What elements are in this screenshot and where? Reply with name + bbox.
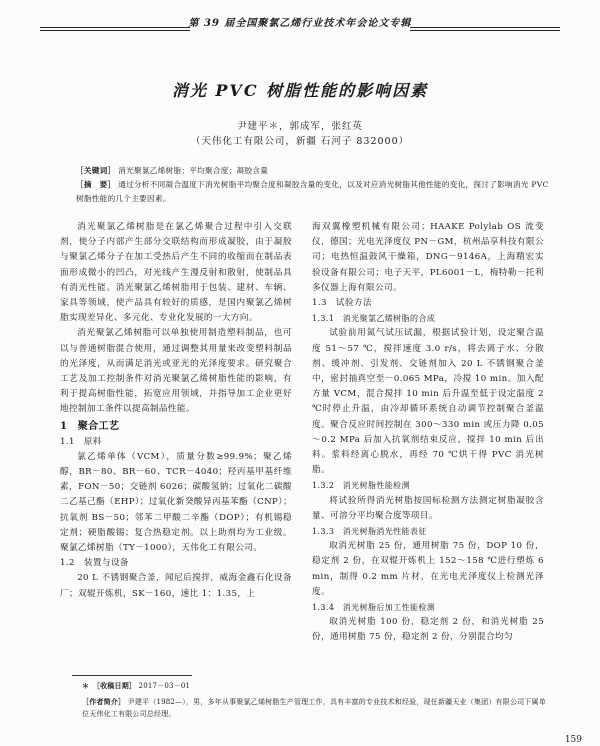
raw-materials-paragraph: 氯乙烯单体（VCM），质量分数≥99.9%；聚乙烯醇，BR－80、BR－60、TCR－4040；羟丙基甲基纤维素，FON－50；交链剂 6026；碳酸氢钠；过氧化二碳酸二乙基己酯（EHP）；过氧化新癸酸异丙基苯酯（CNP）；抗氧剂 BS－50；邻苯二甲酸二辛酯（DOP）；有机锡稳定剂；硬脂酸锡；复合热稳定剂。以上助剂均为工业级。聚氯乙烯树脂（TY－1000），天伟化工有限公司。 xyxy=(60,451,292,554)
synthesis-paragraph: 试验前用氮气试压试漏，根据试验计划，设定聚合温度 51～57 ℃，搅拌速度 3.0 r/s，将去离子水、分散剂、缓冲剂、引发剂、交链剂加入 20 L 不锈钢聚合釜中，密封抽真空至－0.065 MPa，冷搅 10 min。加入配方量 VCM，混合搅拌 10 min 后升温至低于设定温度 2 ℃时停止升温，由冷却循环系统自动调节控制聚合釜温度。聚合反应时间控制在 300～330 min 或压力降 0.05～0.2 MPa 后加入抗氧剂结束反应，搅拌 10 min 后出料。浆料经离心脱水，再经 70 ℃烘干得 PVC 消光树脂。 xyxy=(312,328,544,476)
abstract-block xyxy=(76,178,556,206)
header-rule-left-thin xyxy=(40,30,190,31)
header-rule-left xyxy=(40,27,190,28)
header-rule-right xyxy=(410,27,560,28)
received-label: ＊ ［收稿日期］ xyxy=(82,681,137,690)
processing-paragraph: 取消光树脂 100 份，稳定剂 2 份，和消光树脂 25 份，通用树脂 75 份，稳定剂 2 份，分别混合均匀 xyxy=(312,617,544,643)
section-heading-1-3-2: 1.3.2 消光树脂性能检测 xyxy=(312,481,410,491)
received-date: 2017－03－01 xyxy=(138,682,191,690)
bio-text: 尹建平（1982—），男，多年从事聚氯乙烯树脂生产管理工作，具有丰富的专业技术和经验，现任新疆天业（集团）有限公司下属单位天伟化工有限公司总经理。 xyxy=(82,698,546,718)
section-heading-1: 1 聚合工艺 xyxy=(60,420,120,432)
matting-paragraph: 取消光树脂 25 份，通用树脂 75 份，DOP 10 份，稳定剂 2 份，在双辊开炼机上 152～158 ℃进行塑炼 6 min，制得 0.2 mm 片材，在光电光泽度仪上检测光泽度。 xyxy=(312,541,544,597)
bio-label: ［作者简介］ xyxy=(82,697,126,706)
section-heading-1-2: 1.2 装置与设备 xyxy=(60,558,129,569)
equipment-paragraph-cont: 海双翼橡塑机械有限公司；HAAKE Polylab OS 流变仪，德国；光电光泽度仪 PN－GM，杭州品享科技有限公司；电热恒温鼓风干燥箱，DNG－9146A，上海精宏实验设备有限公司；电子天平，PL6001－L，梅特勒－托利多仪器上海有限公司。 xyxy=(312,222,544,293)
equipment-paragraph-start: 20 L 不锈钢聚合釜，闻尼后搅拌，威海金鑫石化设备厂；双辊开炼机，SK－160，速比 1：1.35，上 xyxy=(60,573,292,599)
section-heading-1-3-3: 1.3.3 消光树脂消光性能表征 xyxy=(312,527,427,537)
section-heading-1-3-4: 1.3.4 消光树脂后加工性能检测 xyxy=(312,603,436,613)
header-rule-right-thin xyxy=(410,30,560,31)
article-authors: 尹建平＊，郭成军，张红英 xyxy=(236,121,363,132)
author-bio-note xyxy=(82,696,552,720)
section-heading-1-1: 1.1 原料 xyxy=(60,436,102,447)
intro-paragraph-1: 消光聚氯乙烯树脂是在氯乙烯聚合过程中引入交联剂，使分子内部产生部分交联结构而形成凝胶，由于凝胶与聚氯乙烯分子在加工受热后产生不同的收缩而在制品表面形成微小的凹凸，对光线产生漫反射和散射，使制品具有消光性能。消光聚氯乙烯树脂用于包装、建材、车辆、家具等领域，使产品具有较好的质感，是国内聚氯乙烯树脂实现差异化、多元化、专业化发展的一大方向。 xyxy=(60,222,292,324)
article-title: 消光 PVC 树脂性能的影响因素 xyxy=(171,81,429,100)
right-column xyxy=(312,220,544,646)
keywords-label: ［关键词］ xyxy=(76,166,116,175)
left-column xyxy=(60,220,292,602)
abstract-text: 通过分析不同凝合温度下消光树脂平均聚合度和凝胶含量的变化，以及对应消光树脂其他性能的变化，探讨了影响消光 PVC 树脂性能的几个主要因素。 xyxy=(76,180,549,203)
running-head: 第 39 届全国聚氯乙烯行业技术年会论文专辑 xyxy=(188,18,412,29)
received-date-note xyxy=(82,680,552,692)
keywords-block xyxy=(76,164,556,178)
section-heading-1-3: 1.3 试验方法 xyxy=(312,298,372,309)
abstract-label: ［摘 要］ xyxy=(76,180,116,189)
section-heading-1-3-1: 1.3.1 消光聚氯乙烯树脂的合成 xyxy=(312,314,436,324)
article-affiliation: （天伟化工有限公司，新疆 石河子 832000） xyxy=(190,136,410,147)
keywords-text: 消光聚氯乙烯树脂；平均聚合度；凝胶含量 xyxy=(118,166,269,175)
page-number: 159 xyxy=(564,735,582,745)
testing-paragraph: 将试验所得消光树脂按国标检测方法测定树脂凝胶含量、可溶分平均聚合度等项目。 xyxy=(312,495,544,521)
intro-paragraph-2: 消光聚氯乙烯树脂可以单独使用制造塑料制品，也可以与普通树脂混合使用，通过调整其用量来改变塑料制品的光泽度，从而满足消光或亚光的光泽度要求。研究聚合工艺及加工控制条件对消光聚氯乙烯树脂性能的影响，有利于提高树脂性能，拓宽应用领域，并指导加工企业更好地控制加工条件以提高制品性能。 xyxy=(60,328,292,415)
footnote-rule xyxy=(72,675,192,676)
